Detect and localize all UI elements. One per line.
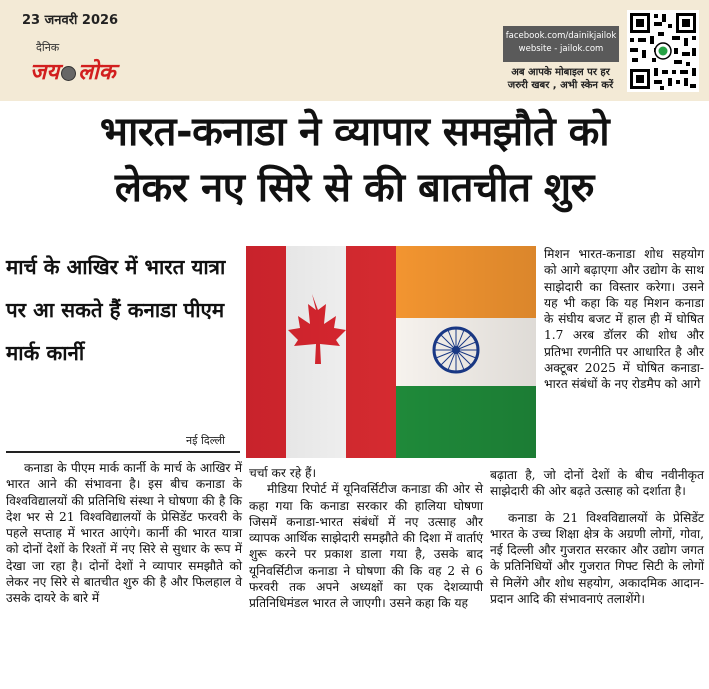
column-3-paragraph-2: कनाडा के 21 विश्वविद्यालयों के प्रेसिडेंट भारत के उच्च शिक्षा क्षेत्र के अग्रणी लोगों, गोवा, नई दिल्ली और गुजरात सरकार और उद्योग जगत के प्रतिनिधियों और गुजरात गिफ्ट सिटी के लोगों से मिलेंगे और शोध सहयोग, अकादमिक आदान-प्रदान आदि की संभावनाएं तलाशेंगे।: [490, 510, 704, 607]
article-column-2: [249, 465, 483, 612]
logo-prefix: दैनिक: [36, 41, 60, 54]
logo-wordmark: [30, 56, 116, 86]
mobile-promo-text: [498, 66, 623, 92]
headline-line2: लेकर नए सिरे से की बातचीत शुरु: [114, 165, 595, 211]
social-links-box: [503, 26, 619, 62]
issue-date: 23 जनवरी 2026: [22, 13, 119, 28]
article-column-1: कनाडा के पीएम मार्क कार्नी के मार्च के आखिर में भारत आने की संभावना है। इस बीच कनाडा के विश्वविद्यालयों की प्रतिनिधि संस्था ने घोषणा की है कि देश भर से 21 विश्वविद्यालयों के प्रेसिडेंट फरवरी के पहले सप्ताह में भारत आएंगे। कार्नी की भारत यात्रा को दोनों देशों के रिश्तों में नए सिरे से सुधार के रूप में देखा जा रहा है। दोनों देशों ने व्यापार समझौते को लेकर नए सिरे से बातचीत शुरु की है और फिलहाल वे उसके दायरे के बारे में: [6, 461, 242, 606]
qr-code-icon[interactable]: [627, 10, 699, 92]
mobile-promo-line2: जरुरी खबर , अभी स्केन करें: [507, 80, 614, 91]
column-2-paragraph-2: मीडिया रिपोर्ट में यूनिवर्सिटीज कनाडा की ओर से कहा गया कि कनाडा सरकार की हालिया घोषणा जिसमें कनाडा-भारत संबंधों में नए उत्साह और व्यापक आर्थिक साझेदारी समझौते की दिशा में वार्ताएं शुरू करने पर प्रकाश डाला गया है, उसके बाद यूनिवर्सिटीज कनाडा ने घोषणा की कि वह 2 से 6 फरवरी तक अपने अध्यक्षों का एक देशव्यापी प्रतिनिधिमंडल भारत ले जाएगी। उसने कहा कि यह: [249, 482, 483, 611]
subheadline: मार्च के आखिर में भारत यात्रा पर आ सकते हैं कनाडा पीएम मार्क कार्नी: [6, 255, 226, 365]
column-3-paragraph-1: बढ़ाता है, जो दोनों देशों के बीच नवीनीकृत साझेदारी की ओर बढ़ते उत्साह को दर्शाता है।: [490, 468, 704, 499]
logo-word-right: लोक: [78, 60, 116, 85]
globe-icon: [61, 66, 76, 81]
website-link[interactable]: website - jailok.com: [518, 44, 604, 54]
article-column-3-top: मिशन भारत-कनाडा शोध सहयोग को आगे बढ़ाएगा और उद्योग के साथ साझेदारी का विस्तार करेगा। उसने यह भी कहा कि यह मिशन कनाडा के संघीय बजट में हाल ही में घोषित 1.7 अरब डॉलर की शोध और प्रतिभा रणनीति पर आधारित है और अक्टूबर 2025 में घोषित कनाडा-भारत संबंधों के नए रोडमैप को आगे: [544, 247, 704, 392]
divider-rule: [6, 451, 240, 453]
article-column-3-bottom: [490, 467, 704, 607]
dateline: नई दिल्ली: [186, 434, 225, 447]
headline-line1: भारत-कनाडा ने व्यापार समझौते को: [99, 109, 610, 155]
logo-word-left: जय: [30, 60, 60, 85]
mobile-promo-line1: अब आपके मोबाइल पर हर: [511, 67, 610, 78]
facebook-link[interactable]: facebook.com/dainikjailok: [505, 31, 617, 41]
headline: [0, 104, 709, 216]
column-2-paragraph-1: चर्चा कर रहे हैं।: [249, 466, 317, 480]
canada-india-flags-image: [246, 246, 536, 458]
